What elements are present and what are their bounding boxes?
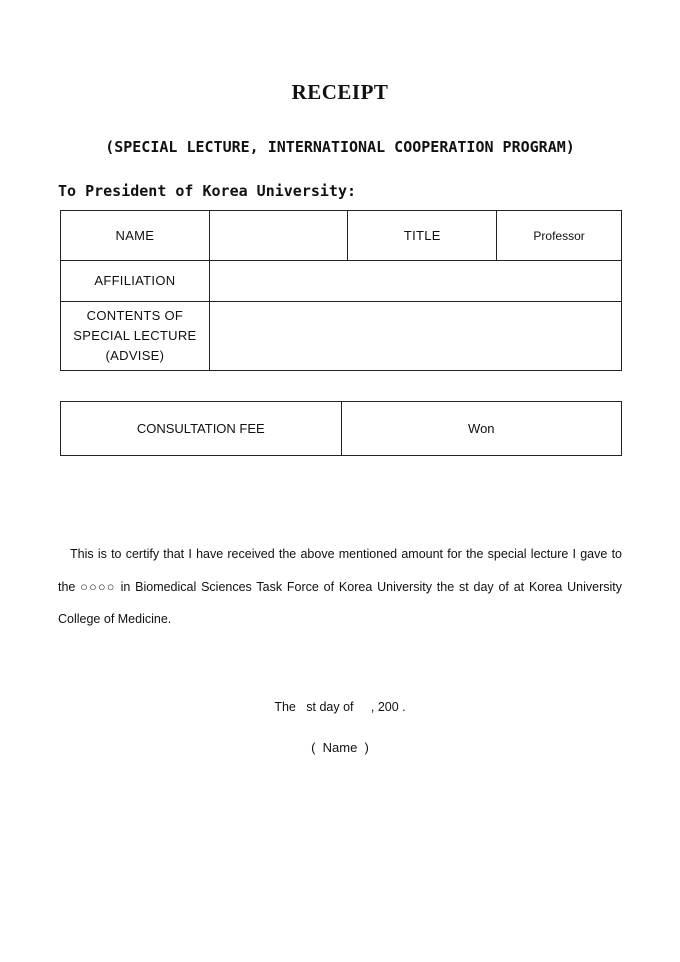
- lecturer-info-table: [60, 210, 622, 371]
- fee-row: [61, 402, 622, 456]
- name-row: [61, 211, 622, 261]
- contents-label-line3: (ADVISE): [105, 348, 165, 363]
- name-label: NAME: [61, 211, 210, 261]
- certification-statement: [58, 538, 622, 636]
- name-value-field[interactable]: [209, 211, 348, 261]
- affiliation-label: AFFILIATION: [61, 261, 210, 302]
- page-title: RECEIPT: [291, 80, 389, 104]
- fee-label: CONSULTATION FEE: [61, 402, 342, 456]
- page-subtitle: (SPECIAL LECTURE, INTERNATIONAL COOPERATION PROGRAM): [105, 138, 575, 156]
- contents-label-line1: CONTENTS OF: [86, 308, 184, 323]
- title-label: TITLE: [348, 211, 497, 261]
- contents-row: [61, 302, 622, 371]
- affiliation-value-field[interactable]: [209, 261, 621, 302]
- date-line: The st day of , 200 .: [274, 700, 406, 714]
- consultation-fee-table: [60, 401, 622, 456]
- title-value: Professor: [497, 211, 622, 261]
- signature-line: ( Name ): [311, 740, 369, 755]
- contents-label-line2: SPECIAL LECTURE: [73, 328, 197, 343]
- addressee: To President of Korea University:: [58, 182, 357, 200]
- certification-text: This is to certify that I have received the above mentioned amount for the special lecture I gave to the ○○○○ in Biomedical Sciences Task Force of Korea University the st day of at Korea University College of Medicine.: [58, 547, 622, 626]
- fee-value[interactable]: Won: [341, 402, 621, 456]
- contents-value-field[interactable]: [209, 302, 621, 371]
- contents-label: [61, 302, 210, 371]
- affiliation-row: [61, 261, 622, 302]
